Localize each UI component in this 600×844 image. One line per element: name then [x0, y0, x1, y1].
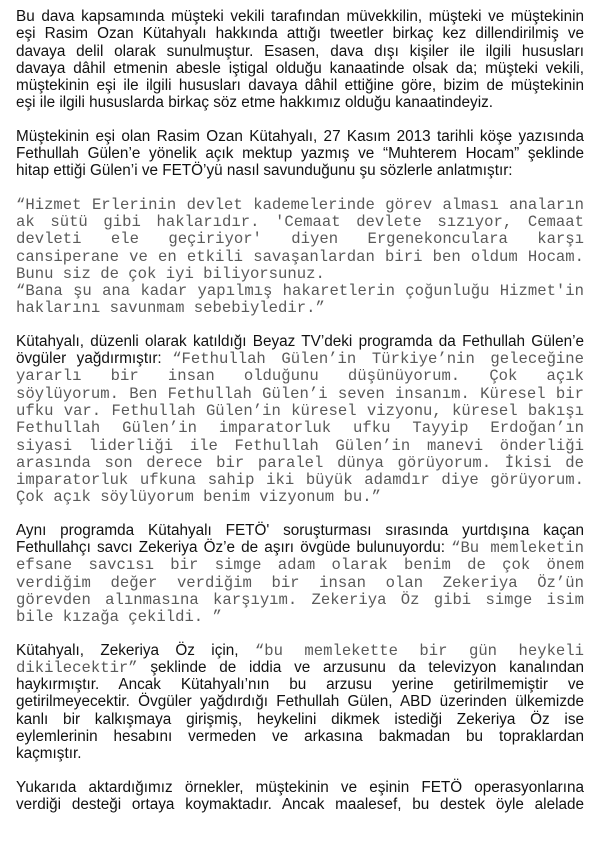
text-line	[16, 454, 584, 471]
text-line	[16, 539, 584, 556]
body-text: verdiği desteği ortaya koymaktadır. Ancak maalesef, bu destek öyle alelade	[16, 795, 584, 813]
text-line	[16, 676, 584, 693]
text-line	[16, 77, 584, 94]
text-line	[16, 779, 584, 796]
text-line	[16, 522, 584, 539]
quoted-text: ufku var. Fethullah Gülen’in küresel vizyonu, küresel bakışı	[16, 401, 584, 420]
body-text: Kütahyalı, Zekeriya Öz için,	[16, 641, 255, 659]
quoted-text: arasında son derece bir paralel dünya görüyorum. İkisi de	[16, 453, 584, 472]
body-text: kaçmıştır.	[16, 745, 82, 763]
text-line	[16, 43, 584, 60]
text-line	[16, 437, 584, 454]
text-line	[16, 145, 584, 162]
quoted-text: “Bu memleketin	[451, 539, 584, 558]
quoted-text: dikilecektir”	[16, 658, 138, 677]
text-line	[16, 745, 584, 762]
quoted-text: “Bana şu ana kadar yapılmış hakaretlerin çoğunluğu Hizmet'in	[16, 282, 584, 301]
body-text: eylemlerinin hesabını vermeden ve arkasına bakmadan bu topraklardan	[16, 727, 584, 745]
text-line	[16, 60, 584, 77]
body-text: haykırmıştır. Ancak Kütahyalı’nın bu arzusu yerine getirilmemiştir ve	[16, 676, 584, 694]
quoted-text: yararlı bir insan olduğunu düşünüyorum. Çok açık	[16, 367, 584, 386]
body-text: Kütahyalı, düzenli olarak katıldığı Beyaz TV’deki programda da Fethullah Gülen’e	[16, 332, 584, 350]
body-text: müştekinin eşi ile ilgili hususları davaya dâhil ettiğine göre, bizim de müştekinin	[16, 77, 584, 95]
text-line	[16, 419, 584, 436]
text-line	[16, 350, 584, 367]
text-line	[16, 642, 584, 659]
text-line	[16, 25, 584, 42]
quoted-text: efsane savcısı bir simge adam olarak benim de çok önem	[16, 556, 584, 575]
text-line	[16, 162, 584, 179]
text-line	[16, 385, 584, 402]
text-line	[16, 608, 584, 625]
body-text: şeklinde de iddia ve arzusunu da televizyon kanalından	[137, 658, 584, 676]
body-text: Aynı programda Kütahyalı FETÖ' soruşturması sırasında yurtdışına kaçan	[16, 521, 584, 539]
text-line	[16, 128, 584, 145]
text-line	[16, 659, 584, 676]
quoted-text: imparatorluk ufkuna sahip iki büyük adamdır diye görüyorum.	[16, 471, 584, 490]
quoted-text: ak sütü gibi haklarıdır. 'Cemaat devlete sızıyor, Cemaat	[16, 212, 584, 231]
text-line	[16, 488, 584, 505]
quoted-text: siyasi liderliği ile Fethullah Gülen’in manevi önderliği	[16, 436, 584, 455]
body-text: eşi Rasim Ozan Kütahyalı hakkında attığı tweetler birkaç kez dillendirilmiş ve	[16, 25, 584, 43]
text-line	[16, 471, 584, 488]
text-line	[16, 333, 584, 350]
body-text: Bu dava kapsamında müşteki vekili tarafından müvekkilin, müşteki ve müştekinin	[16, 8, 584, 25]
text-line	[16, 574, 584, 591]
text-line	[16, 8, 584, 25]
body-text: Fethullahçı savcı Zekeriya Öz’e de aşırı övgüde bulunuyordu:	[16, 539, 452, 557]
text-line	[16, 265, 584, 282]
paragraph	[16, 196, 584, 317]
quoted-text: haklarını savunmam sebebiyledir.”	[16, 299, 325, 318]
body-text: Yukarıda aktardığımız örnekler, müştekinin ve eşinin FETÖ operasyonlarına	[16, 778, 584, 796]
quoted-text: Fethullah Gülen’in imparatorluk ufku Tayyip Erdoğan’ın	[16, 419, 584, 438]
text-line	[16, 796, 584, 813]
quoted-text: cansiperane ve en etkili savaşanlardan biri ben oldum Hocam.	[16, 247, 584, 266]
quoted-text: söylüyorum. Ben Fethullah Gülen’i seven insanım. Küresel bir	[16, 384, 584, 403]
body-text: eşi ile ilgili hususlarda birkaç söz etme hakkımız olduğu kanaatindeyiz.	[16, 94, 493, 112]
text-line	[16, 94, 584, 111]
text-line	[16, 591, 584, 608]
document-page	[16, 8, 584, 829]
body-text: davaya dâhil etmenin abesle iştigal olduğu kanaatinde olsak da; müşteki vekili,	[16, 59, 584, 77]
quoted-text: “Fethullah Gülen’in Türkiye’nin geleceğine	[172, 350, 585, 369]
text-line	[16, 230, 584, 247]
body-text: hitap ettiği Gülen’i ve FETÖ’yü nasıl savunduğunu şu sözlerle anlatmıştır:	[16, 162, 513, 180]
paragraph	[16, 128, 584, 180]
quoted-text: “bu memlekette bir gün heykeli	[254, 641, 585, 660]
text-line	[16, 728, 584, 745]
body-text: getirilmeyecektir. Övgüler yağdırdığı Fethullah Gülen, ABD üzerinden ülkemizde	[16, 693, 584, 711]
text-line	[16, 367, 584, 384]
body-text: övgüler yağdırmıştır:	[16, 350, 173, 368]
paragraph	[16, 333, 584, 506]
quoted-text: Çok açık söylüyorum benim vizyonum bu.”	[16, 488, 381, 507]
paragraph	[16, 8, 584, 112]
text-line	[16, 282, 584, 299]
quoted-text: devleti ele geçiriyor' diyen Ergenekonculara karşı	[16, 230, 584, 249]
body-text: davaya delil olarak sunulmuştur. Esasen, dava dışı kişiler ile ilgili hususları	[16, 42, 584, 60]
body-text: kanlı bir kalkışmaya girişmiş, heykelini dikmek istediği Zekeriya Öz ise	[16, 710, 584, 728]
quoted-text: bile kızağa çekildi. ”	[16, 608, 222, 627]
quoted-text: Bunu siz de çok iyi biliyorsunuz.	[16, 264, 325, 283]
text-line	[16, 248, 584, 265]
text-line	[16, 711, 584, 728]
text-line	[16, 556, 584, 573]
body-text: Fethullah Gülen’e yönelik açık mektup yazmış ve “Muhterem Hocam” şeklinde	[16, 145, 584, 163]
quoted-text: verdiğim değer verdiğim bir insan olan Zekeriya Öz’ün	[16, 573, 584, 592]
text-line	[16, 402, 584, 419]
text-line	[16, 213, 584, 230]
paragraph	[16, 779, 584, 814]
paragraph	[16, 522, 584, 626]
text-line	[16, 693, 584, 710]
quoted-text: “Hizmet Erlerinin devlet kademelerinde görev alması anaların	[16, 195, 584, 214]
body-text: Müştekinin eşi olan Rasim Ozan Kütahyalı, 27 Kasım 2013 tarihli köşe yazısında	[16, 127, 584, 145]
text-line	[16, 299, 584, 316]
text-line	[16, 196, 584, 213]
paragraph	[16, 642, 584, 763]
quoted-text: görevden alınmasına karşıyım. Zekeriya Öz gibi simge isim	[16, 590, 584, 609]
